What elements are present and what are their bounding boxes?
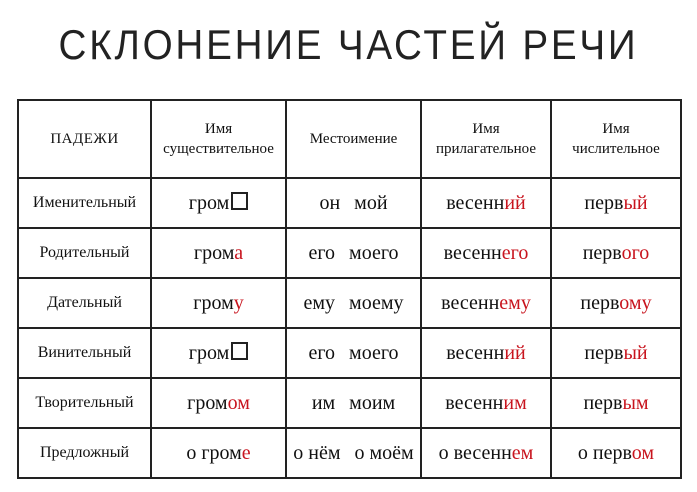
pronoun-possessive: моему — [349, 291, 404, 314]
numeral-ending: ым — [622, 391, 649, 414]
pronoun-possessive: моего — [349, 241, 399, 264]
adjective-stem: весенн — [441, 291, 500, 314]
adjective-form — [421, 378, 551, 428]
table-row — [18, 228, 681, 278]
header-noun-line1: Имя — [204, 121, 233, 137]
noun-ending: у — [233, 291, 244, 314]
table-row — [18, 178, 681, 228]
header-row — [18, 100, 681, 178]
noun-stem: гром — [201, 441, 242, 464]
header-adjective-line1: Имя — [472, 121, 500, 137]
noun-form — [151, 278, 286, 328]
adjective-stem: весенн — [443, 241, 502, 264]
noun-form — [151, 178, 286, 228]
adjective-ending: ий — [504, 341, 526, 364]
page-title: СКЛОНЕНИЕ ЧАСТЕЙ РЕЧИ — [58, 21, 639, 68]
noun-stem: гром — [188, 191, 230, 214]
adjective-ending: ем — [511, 441, 534, 464]
zero-ending-box — [231, 192, 248, 210]
noun-form — [151, 328, 286, 378]
case-name: Винительный — [18, 328, 151, 378]
pronoun-personal: он — [319, 191, 341, 214]
adjective-stem: весенн — [446, 191, 505, 214]
noun-form — [151, 378, 286, 428]
header-adjective — [421, 100, 551, 178]
header-adjective-line2: прилагательное — [435, 141, 537, 157]
noun-ending: а — [234, 241, 244, 264]
case-name: Именительный — [18, 178, 151, 228]
pronoun-possessive: моего — [349, 341, 399, 364]
numeral-stem: перв — [580, 291, 620, 314]
noun-prefix: о — [186, 441, 202, 464]
numeral-form — [551, 178, 681, 228]
pronoun-possessive: о моём — [354, 441, 414, 464]
adjective-form — [421, 228, 551, 278]
pronoun-forms — [286, 328, 421, 378]
case-name: Творительный — [18, 378, 151, 428]
adjective-ending: ему — [499, 291, 531, 314]
header-cases: ПАДЕЖИ — [18, 100, 151, 178]
noun-ending: е — [241, 441, 251, 464]
pronoun-forms — [286, 428, 421, 478]
numeral-form — [551, 428, 681, 478]
noun-stem: гром — [188, 341, 230, 364]
pronoun-possessive: мой — [354, 191, 388, 214]
case-name: Дательный — [18, 278, 151, 328]
pronoun-forms — [286, 178, 421, 228]
table-row — [18, 428, 681, 478]
noun-stem: гром — [193, 241, 235, 264]
adjective-ending: ий — [504, 191, 526, 214]
adjective-stem: весенн — [446, 341, 505, 364]
noun-form — [151, 228, 286, 278]
adjective-form — [421, 278, 551, 328]
numeral-form — [551, 228, 681, 278]
numeral-ending: ого — [621, 241, 650, 264]
header-numeral-line2: числительное — [572, 141, 660, 157]
table-row — [18, 378, 681, 428]
adjective-form — [421, 178, 551, 228]
header-pronoun: Местоимение — [286, 100, 421, 178]
table-row — [18, 328, 681, 378]
pronoun-personal: ему — [303, 291, 336, 314]
adjective-stem: весенн — [445, 391, 504, 414]
noun-form — [151, 428, 286, 478]
pronoun-possessive: моим — [349, 391, 396, 414]
declension-table — [17, 99, 682, 479]
numeral-stem: о перв — [577, 441, 632, 464]
table-row — [18, 278, 681, 328]
case-name: Предложный — [18, 428, 151, 478]
noun-stem: гром — [187, 391, 228, 414]
case-name: Родительный — [18, 228, 151, 278]
numeral-ending: ый — [623, 341, 648, 364]
numeral-stem: перв — [583, 391, 623, 414]
pronoun-forms — [286, 378, 421, 428]
pronoun-personal: его — [308, 341, 336, 364]
adjective-form — [421, 328, 551, 378]
header-noun — [151, 100, 286, 178]
numeral-form — [551, 278, 681, 328]
numeral-stem: перв — [582, 241, 622, 264]
numeral-stem: перв — [584, 341, 624, 364]
pronoun-forms — [286, 278, 421, 328]
numeral-ending: ый — [623, 191, 648, 214]
numeral-form — [551, 378, 681, 428]
numeral-ending: ому — [619, 291, 652, 314]
pronoun-personal: о нём — [293, 441, 341, 464]
numeral-stem: перв — [584, 191, 624, 214]
noun-ending: ом — [227, 391, 250, 414]
numeral-ending: ом — [631, 441, 655, 464]
adjective-ending: им — [503, 391, 527, 414]
adjective-ending: его — [501, 241, 529, 264]
header-numeral — [551, 100, 681, 178]
noun-stem: гром — [193, 291, 234, 314]
header-noun-line2: существительное — [163, 141, 274, 157]
adjective-stem: о весенн — [438, 441, 512, 464]
pronoun-personal: его — [308, 241, 336, 264]
header-numeral-line1: Имя — [602, 121, 630, 137]
zero-ending-box — [231, 342, 248, 360]
pronoun-forms — [286, 228, 421, 278]
adjective-form — [421, 428, 551, 478]
pronoun-personal: им — [311, 391, 336, 414]
numeral-form — [551, 328, 681, 378]
